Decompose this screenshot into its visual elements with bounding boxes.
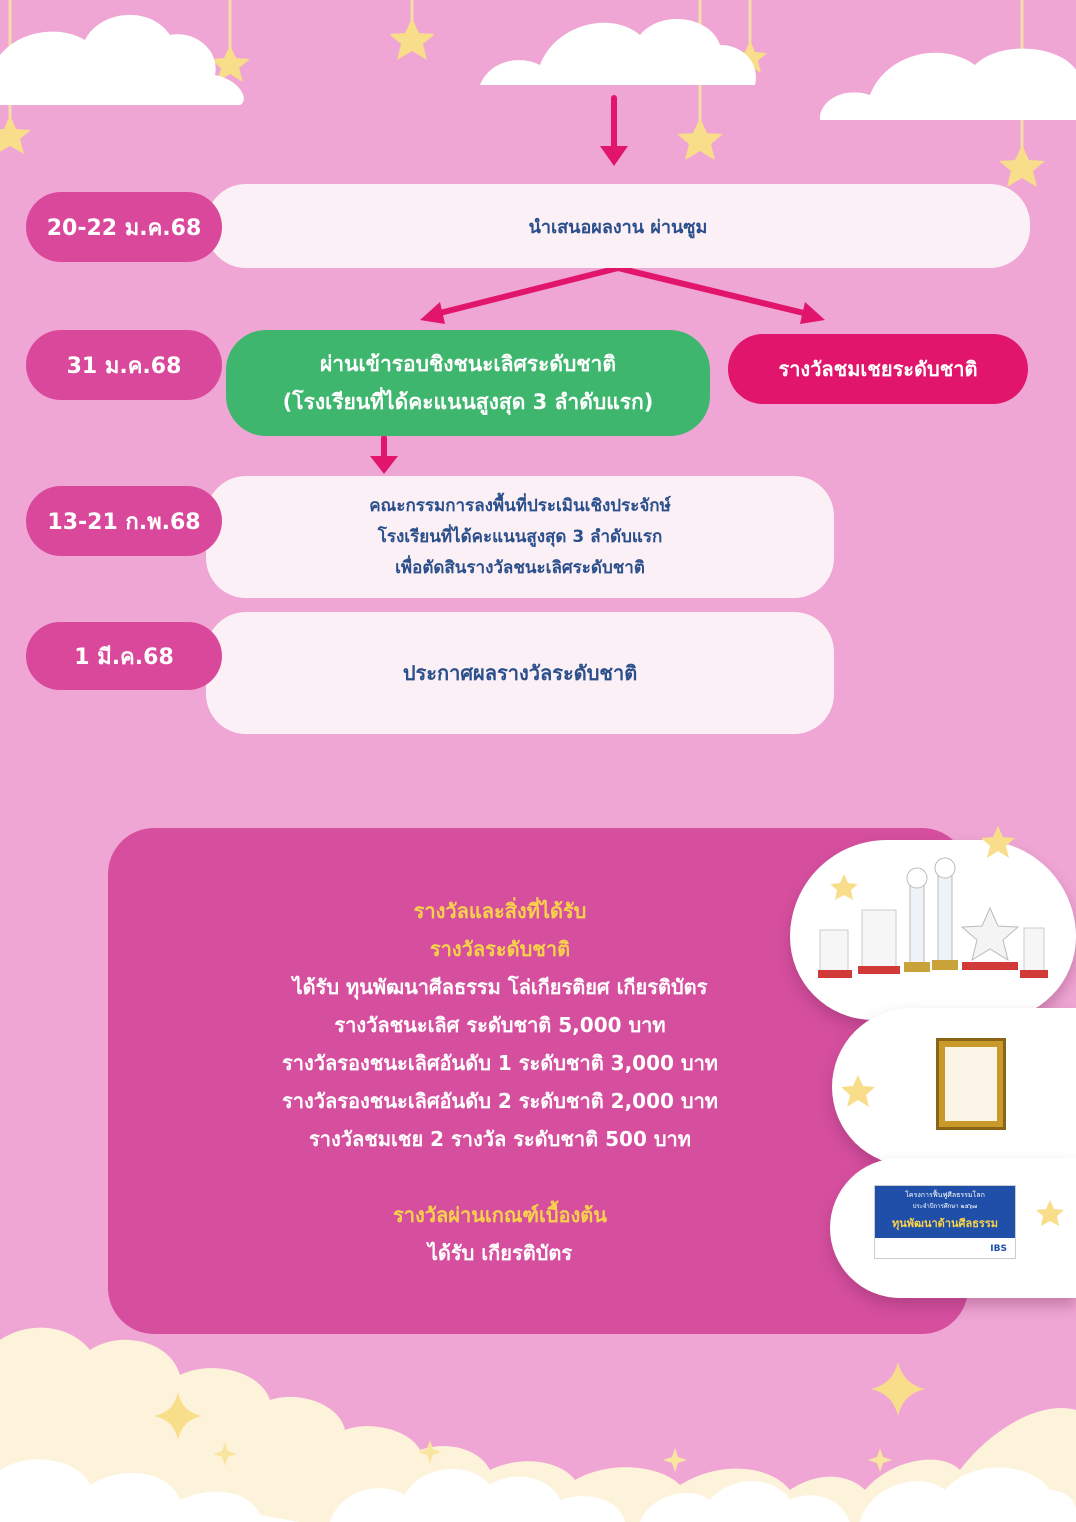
national-award-heading: รางวัลระดับชาติ bbox=[429, 937, 571, 961]
honorable-mention-box: รางวัลชมเชยระดับชาติ bbox=[728, 334, 1028, 404]
step-3-line-2: โรงเรียนที่ได้คะแนนสูงสุด 3 ลำดับแรก bbox=[377, 526, 663, 547]
sparkle-icon bbox=[871, 1362, 925, 1416]
sparkle-icon bbox=[868, 1448, 892, 1472]
arrow-right-icon bbox=[800, 302, 825, 324]
banner-top-line: โครงการฟื้นฟูศีลธรรมโลก bbox=[905, 1191, 985, 1199]
star-icon bbox=[830, 874, 858, 900]
step-3-box bbox=[206, 476, 834, 598]
award-line-2: รางวัลชนะเลิศ ระดับชาติ 5,000 บาท bbox=[334, 1013, 666, 1037]
basic-award-line: ได้รับ เกียรติบัตร bbox=[427, 1241, 573, 1265]
step-3-line-3: เพื่อตัดสินรางวัลชนะเลิศระดับชาติ bbox=[395, 557, 645, 578]
arrow-left-icon bbox=[420, 302, 445, 324]
step-1-box bbox=[206, 184, 1030, 268]
date-pill-2: 31 ม.ค.68 bbox=[26, 330, 222, 400]
finalist-box bbox=[226, 330, 710, 436]
ibs-logo: IBS bbox=[990, 1244, 1007, 1254]
basic-award-heading: รางวัลผ่านเกณฑ์เบื้องต้น bbox=[393, 1203, 607, 1227]
photo-stars bbox=[780, 820, 1076, 1300]
date-pill-3: 13-21 ก.พ.68 bbox=[26, 486, 222, 556]
step-3-line-1: คณะกรรมการลงพื้นที่ประเมินเชิงประจักษ์ bbox=[369, 495, 671, 516]
step-4-box bbox=[206, 612, 834, 734]
star-icon bbox=[981, 826, 1015, 858]
star-icon bbox=[1036, 1200, 1064, 1226]
finalist-line-1: ผ่านเข้ารอบชิงชนะเลิศระดับชาติ bbox=[320, 352, 616, 376]
bottom-decoration bbox=[0, 1300, 1076, 1522]
step-1-text: นำเสนอผลงาน ผ่านซูม bbox=[528, 216, 708, 238]
step-4-text: ประกาศผลรางวัลระดับชาติ bbox=[402, 661, 638, 685]
star-icon bbox=[841, 1075, 875, 1107]
award-heading: รางวัลและสิ่งที่ได้รับ bbox=[413, 899, 587, 923]
banner-main: ทุนพัฒนาด้านศีลธรรม bbox=[892, 1217, 998, 1230]
award-line-4: รางวัลรองชนะเลิศอันดับ 2 ระดับชาติ 2,000 บาท bbox=[282, 1089, 718, 1113]
sparkle-icon bbox=[663, 1448, 687, 1472]
award-line-1: ได้รับ ทุนพัฒนาศีลธรรม โล่เกียรติยศ เกียรติบัตร bbox=[292, 975, 708, 999]
award-text bbox=[120, 892, 880, 1272]
finalist-line-2: (โรงเรียนที่ได้คะแนนสูงสุด 3 ลำดับแรก) bbox=[282, 390, 654, 414]
arrow-down-icon bbox=[600, 146, 628, 166]
award-line-3: รางวัลรองชนะเลิศอันดับ 1 ระดับชาติ 3,000 บาท bbox=[282, 1051, 718, 1075]
banner-sub-line: ประจำปีการศึกษา ๒๕๖๗ bbox=[912, 1203, 978, 1210]
arrow-down-icon bbox=[370, 456, 398, 474]
award-line-5: รางวัลชมเชย 2 รางวัล ระดับชาติ 500 บาท bbox=[309, 1127, 691, 1151]
date-pill-4: 1 มี.ค.68 bbox=[26, 622, 222, 690]
date-pill-1: 20-22 ม.ค.68 bbox=[26, 192, 222, 262]
